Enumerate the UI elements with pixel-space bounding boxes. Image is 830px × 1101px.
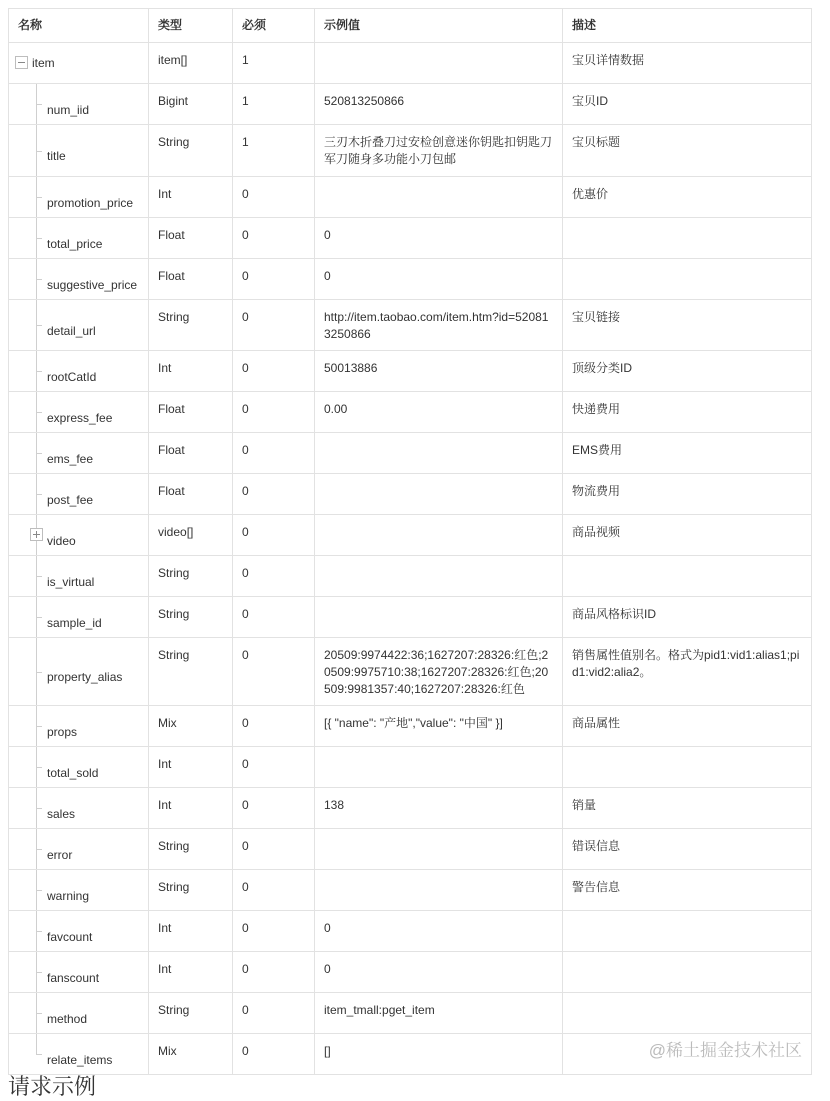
cell-required-text: 1 xyxy=(242,94,249,108)
cell-example xyxy=(315,638,563,706)
field-name: rootCatId xyxy=(47,369,97,384)
cell-required-text: 0 xyxy=(242,716,249,730)
cell-required xyxy=(233,125,315,177)
table-row xyxy=(9,829,812,870)
cell-required xyxy=(233,43,315,84)
field-name: property_alias xyxy=(47,670,123,684)
cell-type-text: Int xyxy=(158,757,172,771)
cell-required-text: 0 xyxy=(242,648,249,662)
cell-type xyxy=(149,1034,233,1075)
cell-required xyxy=(233,84,315,125)
cell-required-text: 0 xyxy=(242,402,249,416)
cell-example xyxy=(315,218,563,259)
cell-type-text: String xyxy=(158,566,190,580)
cell-required xyxy=(233,870,315,911)
api-field-table xyxy=(8,8,812,1075)
field-name: total_sold xyxy=(47,765,99,780)
cell-name xyxy=(9,259,149,300)
cell-type xyxy=(149,433,233,474)
header-example: 示例值 xyxy=(315,9,563,43)
cell-description xyxy=(563,993,812,1034)
cell-description-text: 警告信息 xyxy=(572,880,621,894)
cell-description xyxy=(563,747,812,788)
table-row xyxy=(9,911,812,952)
cell-required xyxy=(233,1034,315,1075)
field-name: error xyxy=(47,847,73,862)
cell-description-text: 快递费用 xyxy=(572,402,621,416)
cell-description xyxy=(563,43,812,84)
cell-description xyxy=(563,788,812,829)
cell-name xyxy=(9,351,149,392)
field-name: express_fee xyxy=(47,410,113,425)
field-name: total_price xyxy=(47,236,103,251)
cell-type-text: Mix xyxy=(158,716,177,730)
cell-name xyxy=(9,911,149,952)
cell-type-text: Int xyxy=(158,361,172,375)
cell-description xyxy=(563,392,812,433)
cell-type xyxy=(149,706,233,747)
header-type: 类型 xyxy=(149,9,233,43)
watermark: @稀土掘金技术社区 xyxy=(648,1041,802,1060)
cell-description-text: 商品属性 xyxy=(572,716,621,730)
header-required: 必须 xyxy=(233,9,315,43)
field-name: suggestive_price xyxy=(47,277,138,292)
table-row xyxy=(9,177,812,218)
cell-example xyxy=(315,829,563,870)
cell-type-text: String xyxy=(158,880,190,894)
cell-required-text: 0 xyxy=(242,962,249,976)
cell-description xyxy=(563,638,812,706)
cell-required-text: 0 xyxy=(242,1044,249,1058)
cell-required-text: 0 xyxy=(242,269,249,283)
cell-required xyxy=(233,993,315,1034)
table-row xyxy=(9,870,812,911)
cell-description xyxy=(563,952,812,993)
cell-type-text: String xyxy=(158,839,190,853)
cell-name xyxy=(9,993,149,1034)
cell-type-text: String xyxy=(158,607,190,621)
field-name: detail_url xyxy=(47,323,96,338)
cell-example xyxy=(315,706,563,747)
cell-name xyxy=(9,870,149,911)
cell-description xyxy=(563,218,812,259)
cell-name xyxy=(9,392,149,433)
cell-type-text: Float xyxy=(158,484,185,498)
field-name: is_virtual xyxy=(47,574,95,589)
cell-required xyxy=(233,911,315,952)
cell-required-text: 0 xyxy=(242,921,249,935)
cell-type xyxy=(149,870,233,911)
table-row xyxy=(9,351,812,392)
cell-name xyxy=(9,43,149,84)
cell-required-text: 0 xyxy=(242,880,249,894)
cell-name xyxy=(9,638,149,706)
cell-type-text: Float xyxy=(158,443,185,457)
cell-description-text: 顶级分类ID xyxy=(572,361,633,375)
cell-required xyxy=(233,556,315,597)
cell-description xyxy=(563,433,812,474)
table-row xyxy=(9,993,812,1034)
cell-required xyxy=(233,597,315,638)
cell-name xyxy=(9,177,149,218)
table-row xyxy=(9,515,812,556)
cell-description xyxy=(563,911,812,952)
cell-name xyxy=(9,125,149,177)
cell-type-text: String xyxy=(158,310,190,324)
cell-type xyxy=(149,515,233,556)
cell-required xyxy=(233,474,315,515)
cell-type xyxy=(149,300,233,351)
cell-required-text: 0 xyxy=(242,443,249,457)
cell-required xyxy=(233,638,315,706)
cell-example-text: 0 xyxy=(324,962,331,976)
cell-required xyxy=(233,515,315,556)
cell-description-text: 优惠价 xyxy=(572,187,609,201)
table-row xyxy=(9,747,812,788)
cell-type xyxy=(149,474,233,515)
cell-type-text: Int xyxy=(158,798,172,812)
cell-example xyxy=(315,84,563,125)
cell-example-text: item_tmall:pget_item xyxy=(324,1003,435,1017)
cell-required-text: 0 xyxy=(242,484,249,498)
cell-type-text: Int xyxy=(158,962,172,976)
cell-description xyxy=(563,84,812,125)
cell-description-text: 宝贝链接 xyxy=(572,310,621,324)
field-name: favcount xyxy=(47,929,93,944)
cell-required xyxy=(233,177,315,218)
cell-example xyxy=(315,351,563,392)
cell-example xyxy=(315,993,563,1034)
cell-required xyxy=(233,392,315,433)
table-row xyxy=(9,556,812,597)
cell-example-text: 20509:9974422:36;1627207:28326:红色;20509:9975710:38;1627207:28326:红色;20509:9981357:40;1627207:28326:红色 xyxy=(324,648,549,696)
cell-type xyxy=(149,993,233,1034)
cell-type xyxy=(149,84,233,125)
cell-name xyxy=(9,218,149,259)
cell-example-text: 50013886 xyxy=(324,361,378,375)
field-name: sales xyxy=(47,806,76,821)
cell-type xyxy=(149,952,233,993)
cell-required xyxy=(233,829,315,870)
cell-example-text: 0 xyxy=(324,921,331,935)
field-name: title xyxy=(47,149,66,163)
table-row xyxy=(9,952,812,993)
field-name: method xyxy=(47,1011,88,1026)
cell-required-text: 0 xyxy=(242,839,249,853)
cell-type xyxy=(149,597,233,638)
cell-example xyxy=(315,870,563,911)
cell-type xyxy=(149,392,233,433)
cell-example xyxy=(315,515,563,556)
cell-name xyxy=(9,597,149,638)
field-name: video xyxy=(47,533,76,548)
cell-required xyxy=(233,433,315,474)
cell-type xyxy=(149,829,233,870)
cell-example-text: http://item.taobao.com/item.htm?id=520813250866 xyxy=(324,310,549,341)
cell-example xyxy=(315,125,563,177)
table-row xyxy=(9,300,812,351)
cell-example-text: 0.00 xyxy=(324,402,348,416)
field-name: relate_items xyxy=(47,1052,113,1067)
cell-name xyxy=(9,706,149,747)
cell-name xyxy=(9,952,149,993)
cell-name xyxy=(9,300,149,351)
cell-required-text: 0 xyxy=(242,1003,249,1017)
table-row xyxy=(9,392,812,433)
cell-type xyxy=(149,788,233,829)
table-row xyxy=(9,43,812,84)
cell-type-text: Int xyxy=(158,921,172,935)
cell-required-text: 0 xyxy=(242,757,249,771)
cell-required xyxy=(233,747,315,788)
cell-description xyxy=(563,556,812,597)
cell-example xyxy=(315,788,563,829)
cell-example xyxy=(315,259,563,300)
table-row xyxy=(9,638,812,706)
cell-required xyxy=(233,218,315,259)
cell-type-text: Float xyxy=(158,228,185,242)
cell-type-text: String xyxy=(158,135,190,149)
cell-required xyxy=(233,952,315,993)
table-row xyxy=(9,218,812,259)
field-name: num_iid xyxy=(47,102,90,117)
cell-description-text: 商品视频 xyxy=(572,525,621,539)
cell-name xyxy=(9,788,149,829)
cell-type-text: Float xyxy=(158,402,185,416)
cell-name xyxy=(9,84,149,125)
cell-type-text: Bigint xyxy=(158,94,189,108)
field-name: fanscount xyxy=(47,970,100,985)
section-heading-request-example: 请求示例 xyxy=(8,1074,97,1099)
cell-example-text: 138 xyxy=(324,798,345,812)
cell-required-text: 0 xyxy=(242,310,249,324)
cell-type-text: Float xyxy=(158,269,185,283)
cell-description-text: 物流费用 xyxy=(572,484,621,498)
header-description: 描述 xyxy=(563,9,812,43)
cell-type xyxy=(149,638,233,706)
cell-type xyxy=(149,259,233,300)
cell-example-text: 0 xyxy=(324,228,331,242)
cell-required-text: 0 xyxy=(242,798,249,812)
table-row xyxy=(9,788,812,829)
cell-description-text: 商品风格标识ID xyxy=(572,607,657,621)
cell-example-text: 520813250866 xyxy=(324,94,405,108)
cell-example xyxy=(315,392,563,433)
cell-type xyxy=(149,218,233,259)
cell-required xyxy=(233,300,315,351)
cell-type-text: Int xyxy=(158,187,172,201)
field-name: sample_id xyxy=(47,615,102,630)
cell-name xyxy=(9,556,149,597)
cell-example-text: [] xyxy=(324,1044,331,1058)
cell-type-text: String xyxy=(158,1003,190,1017)
table-row xyxy=(9,597,812,638)
cell-description xyxy=(563,829,812,870)
table-row xyxy=(9,433,812,474)
cell-example xyxy=(315,177,563,218)
field-name: props xyxy=(47,724,78,739)
cell-required-text: 0 xyxy=(242,525,249,539)
cell-type-text: video[] xyxy=(158,525,194,539)
cell-example xyxy=(315,300,563,351)
cell-required-text: 0 xyxy=(242,187,249,201)
cell-example xyxy=(315,747,563,788)
cell-required-text: 0 xyxy=(242,228,249,242)
cell-type xyxy=(149,556,233,597)
table-row xyxy=(9,474,812,515)
cell-description xyxy=(563,706,812,747)
cell-description xyxy=(563,351,812,392)
cell-example xyxy=(315,43,563,84)
cell-name xyxy=(9,515,149,556)
cell-required xyxy=(233,259,315,300)
cell-type-text: String xyxy=(158,648,190,662)
cell-description-text: 错误信息 xyxy=(572,839,621,853)
cell-required xyxy=(233,706,315,747)
cell-description-text: 宝贝详情数据 xyxy=(572,53,645,67)
field-name: promotion_price xyxy=(47,195,134,210)
table-header-row xyxy=(9,9,812,43)
cell-description xyxy=(563,597,812,638)
cell-type xyxy=(149,177,233,218)
cell-type-text: item[] xyxy=(158,53,188,67)
cell-type xyxy=(149,43,233,84)
cell-required-text: 1 xyxy=(242,135,249,149)
cell-example xyxy=(315,556,563,597)
cell-example xyxy=(315,474,563,515)
table-row xyxy=(9,84,812,125)
cell-type xyxy=(149,911,233,952)
cell-type xyxy=(149,351,233,392)
cell-example-text: [{ "name": "产地","value": "中国" }] xyxy=(324,716,503,730)
cell-description-text: 销售属性值别名。格式为pid1:vid1:alias1;pid1:vid2:alia2。 xyxy=(572,648,800,679)
cell-description xyxy=(563,259,812,300)
cell-example xyxy=(315,911,563,952)
cell-example-text: 0 xyxy=(324,269,331,283)
cell-required xyxy=(233,788,315,829)
table-row xyxy=(9,706,812,747)
cell-description xyxy=(563,515,812,556)
cell-description xyxy=(563,125,812,177)
cell-example xyxy=(315,597,563,638)
cell-description xyxy=(563,177,812,218)
cell-name xyxy=(9,474,149,515)
cell-description-text: 宝贝标题 xyxy=(572,135,621,149)
table-row xyxy=(9,259,812,300)
field-name: ems_fee xyxy=(47,451,94,466)
header-name: 名称 xyxy=(9,9,149,43)
table-row xyxy=(9,125,812,177)
cell-description-text: 宝贝ID xyxy=(572,94,609,108)
cell-description xyxy=(563,474,812,515)
cell-description xyxy=(563,300,812,351)
cell-type-text: Mix xyxy=(158,1044,177,1058)
cell-required-text: 0 xyxy=(242,566,249,580)
cell-example-text: 三刃木折叠刀过安检创意迷你钥匙扣钥匙刀军刀随身多功能小刀包邮 xyxy=(324,135,553,166)
cell-description-text: EMS费用 xyxy=(572,443,623,457)
cell-type xyxy=(149,125,233,177)
cell-example xyxy=(315,1034,563,1075)
field-name: item xyxy=(32,55,55,70)
cell-example xyxy=(315,952,563,993)
cell-name xyxy=(9,747,149,788)
cell-description-text: 销量 xyxy=(572,798,597,812)
cell-required-text: 0 xyxy=(242,361,249,375)
cell-required-text: 1 xyxy=(242,53,249,67)
field-name: warning xyxy=(47,888,90,903)
cell-required xyxy=(233,351,315,392)
cell-name xyxy=(9,433,149,474)
cell-description xyxy=(563,870,812,911)
cell-example xyxy=(315,433,563,474)
cell-required-text: 0 xyxy=(242,607,249,621)
cell-name xyxy=(9,829,149,870)
field-name: post_fee xyxy=(47,492,94,507)
cell-type xyxy=(149,747,233,788)
cell-name xyxy=(9,1034,149,1075)
